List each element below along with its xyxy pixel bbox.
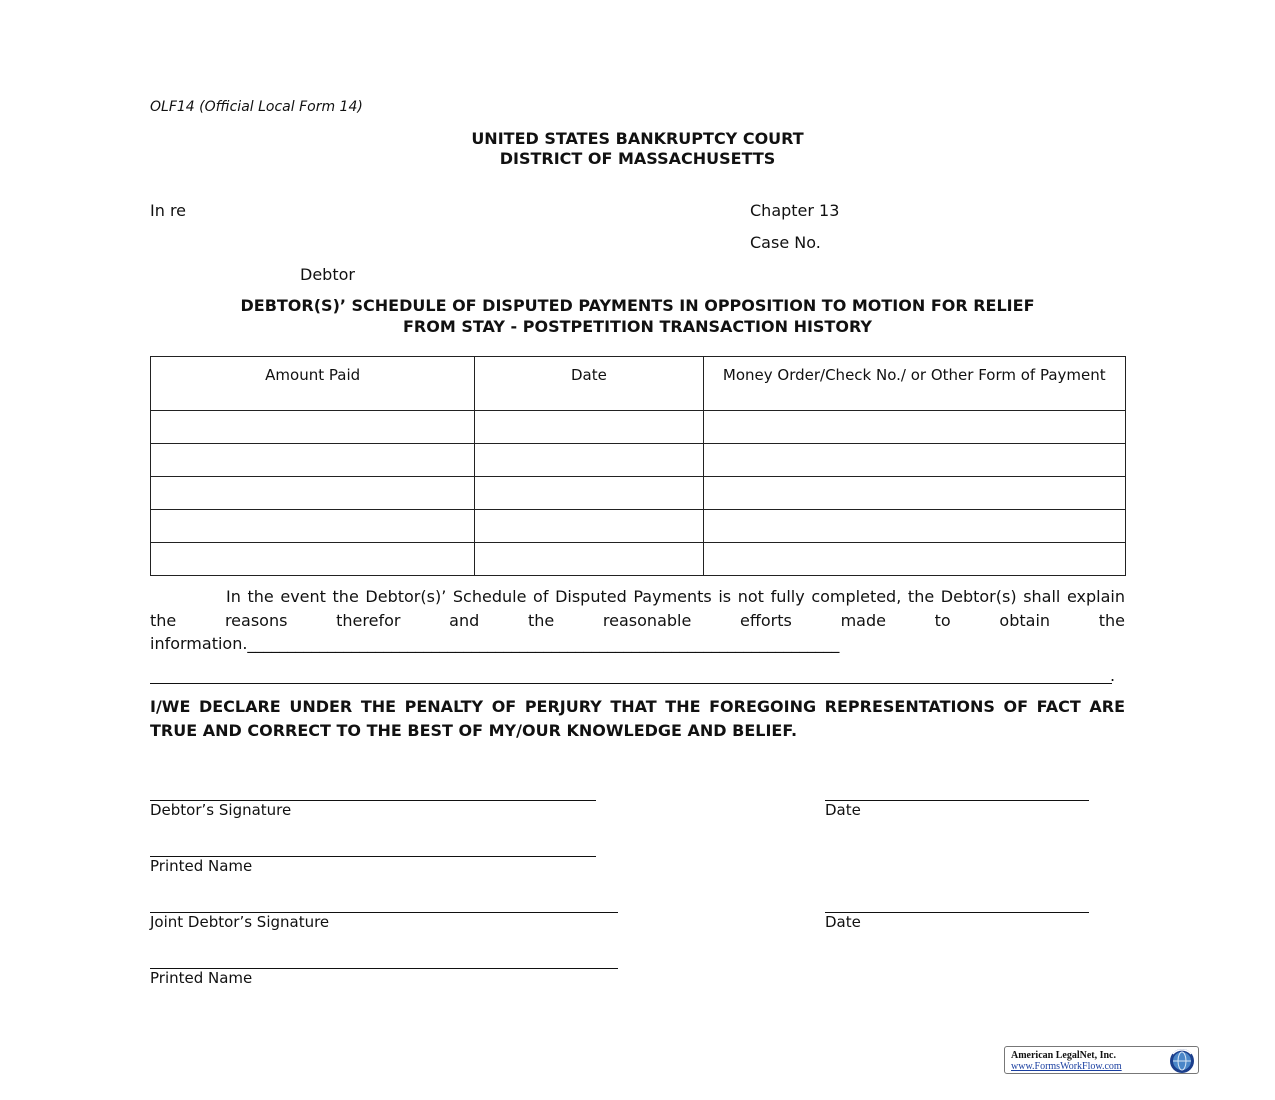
date-label-1: Date — [825, 801, 861, 819]
perjury-declaration: I/WE DECLARE UNDER THE PENALTY OF PERJURY THAT THE FOREGOING REPRESENTATIONS OF FACT ARE TRUE AND CORRECT TO THE BEST OF MY/OUR KNOWLEDGE AND BELIEF. — [150, 697, 1125, 740]
in-re-label: In re — [150, 201, 187, 220]
table-row — [151, 411, 1126, 444]
debtor-signature-label: Debtor’s Signature — [150, 801, 292, 819]
printed-name-label-1: Printed Name — [150, 857, 253, 875]
court-name: UNITED STATES BANKRUPTCY COURT — [471, 129, 804, 148]
badge-url-link[interactable]: www.FormsWorkFlow.com — [1011, 1061, 1122, 1072]
explanation-paragraph — [150, 585, 1125, 656]
header-payment-form: Money Order/Check No./ or Other Form of Payment — [703, 357, 1125, 411]
date-cell[interactable] — [475, 411, 703, 444]
globe-logo-icon — [1169, 1048, 1195, 1074]
header-amount-paid: Amount Paid — [151, 357, 475, 411]
payment-form-cell[interactable] — [703, 510, 1125, 543]
chapter-label: Chapter 13 — [750, 201, 840, 220]
amount-paid-cell[interactable] — [151, 543, 475, 576]
printed-name-label-2: Printed Name — [150, 969, 253, 987]
explanation-period: . — [1110, 666, 1116, 685]
american-legalnet-badge[interactable] — [1004, 1046, 1199, 1074]
date-line-1[interactable] — [825, 799, 1089, 801]
badge-company-name: American LegalNet, Inc. — [1011, 1050, 1116, 1061]
date-cell[interactable] — [475, 543, 703, 576]
explanation-text: In the event the Debtor(s)’ Schedule of Disputed Payments is not fully completed, the Debtor(s) shall explain the reasons therefor and the reasonable efforts made to obtain the information.__________________________________________________________________________ — [150, 587, 1125, 653]
date-cell[interactable] — [475, 444, 703, 477]
amount-paid-cell[interactable] — [151, 411, 475, 444]
table-row — [151, 543, 1126, 576]
amount-paid-cell[interactable] — [151, 477, 475, 510]
date-cell[interactable] — [475, 510, 703, 543]
explanation-blank-line[interactable] — [150, 661, 1112, 684]
amount-paid-cell[interactable] — [151, 510, 475, 543]
form-id: OLF14 (Official Local Form 14) — [150, 99, 363, 115]
joint-debtor-signature-label: Joint Debtor’s Signature — [150, 913, 330, 931]
case-no-label: Case No. — [750, 233, 821, 252]
payment-form-cell[interactable] — [703, 477, 1125, 510]
table-row — [151, 444, 1126, 477]
document-title-line2: FROM STAY - POSTPETITION TRANSACTION HISTORY — [403, 317, 872, 336]
table-row — [151, 510, 1126, 543]
header-date: Date — [475, 357, 703, 411]
amount-paid-cell[interactable] — [151, 444, 475, 477]
debtor-label: Debtor — [300, 265, 355, 284]
court-district: DISTRICT OF MASSACHUSETTS — [499, 149, 776, 168]
date-label-2: Date — [825, 913, 861, 931]
date-line-2[interactable] — [825, 911, 1089, 913]
payment-form-cell[interactable] — [703, 444, 1125, 477]
payment-form-cell[interactable] — [703, 411, 1125, 444]
payment-form-cell[interactable] — [703, 543, 1125, 576]
table-row — [151, 477, 1126, 510]
disputed-payments-table — [150, 356, 1126, 576]
table-header-row — [151, 357, 1126, 411]
date-cell[interactable] — [475, 477, 703, 510]
document-title-line1: DEBTOR(S)’ SCHEDULE OF DISPUTED PAYMENTS IN OPPOSITION TO MOTION FOR RELIEF — [240, 296, 1035, 315]
